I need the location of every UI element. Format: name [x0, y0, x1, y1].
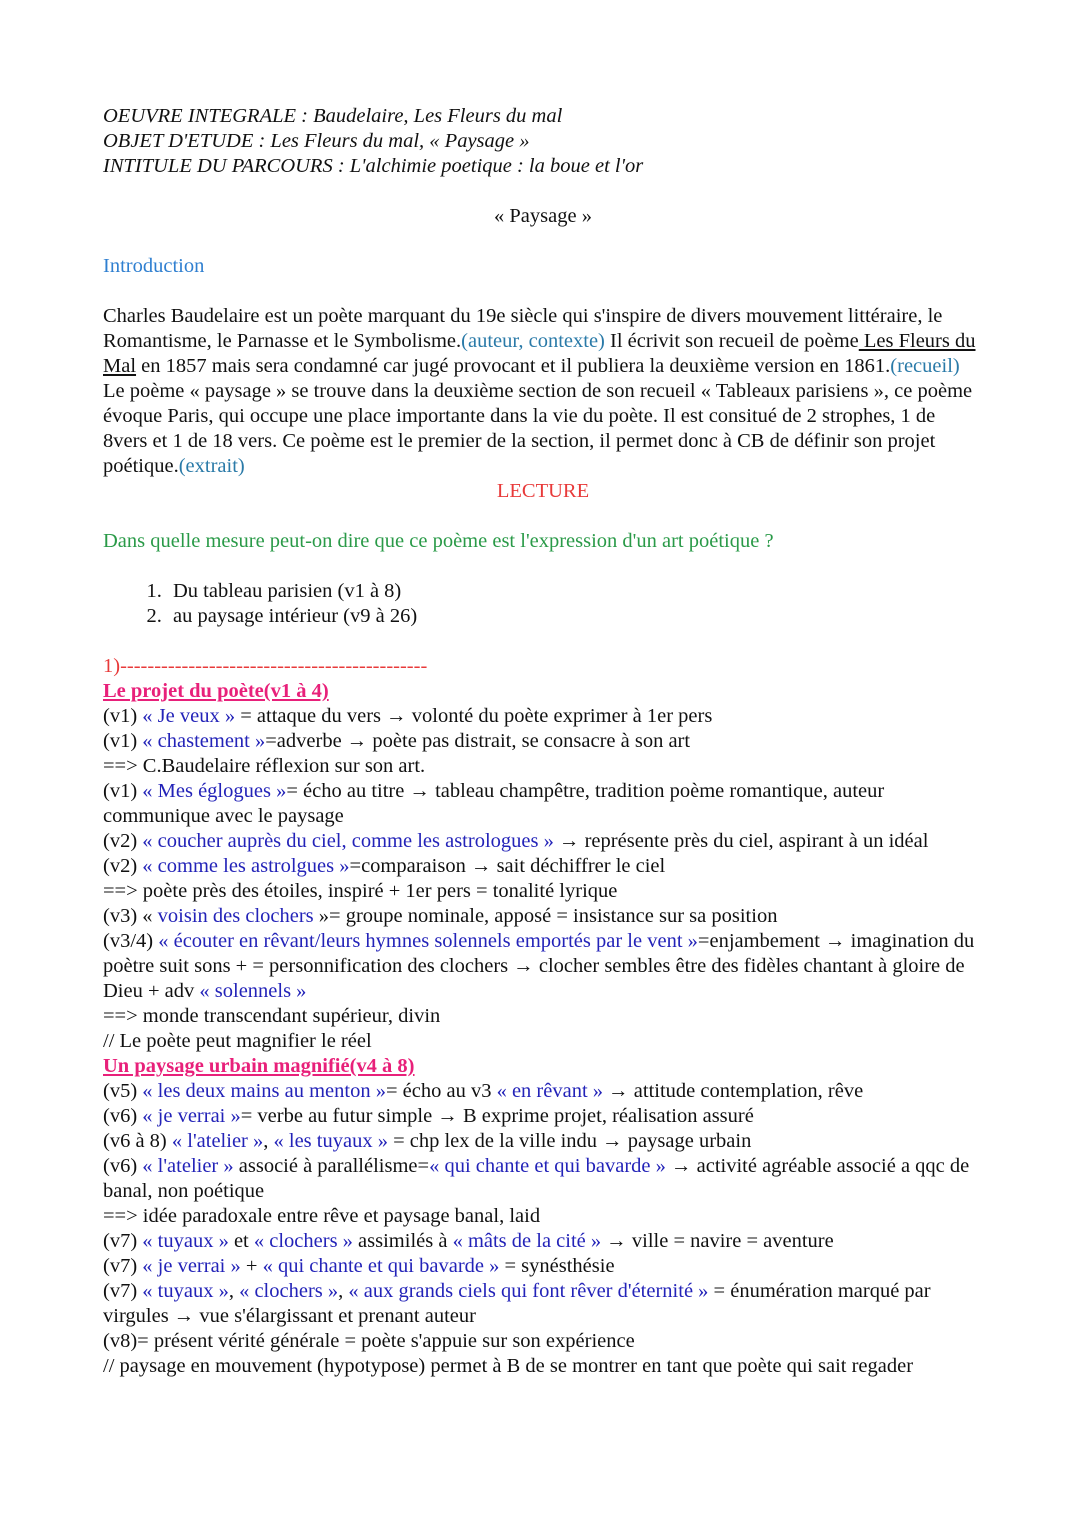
commentary: (v1): [103, 780, 143, 802]
commentary: (v7): [103, 1230, 143, 1252]
quote: « l'atelier »: [171, 1130, 264, 1152]
plan-item: 2. au paysage intérieur (v9 à 26): [167, 604, 983, 629]
commentary: =comparaison → sait déchiffrer le ciel: [349, 855, 666, 877]
commentary: (v5): [103, 1080, 143, 1102]
commentary: ,: [228, 1280, 240, 1302]
intro-text: en 1857 mais sera condamné car jugé provocant et il publiera la deuxième version en 1861.: [136, 355, 891, 377]
analysis-line: [103, 879, 983, 904]
introduction-heading: Introduction: [103, 255, 205, 277]
commentary: (v2): [103, 830, 143, 852]
commentary: → attitude contemplation, rêve: [603, 1080, 864, 1102]
annotation-extrait: (extrait): [178, 455, 245, 477]
introduction-paragraph: [103, 304, 983, 479]
analysis-line: [103, 779, 983, 829]
commentary: (v7): [103, 1280, 143, 1302]
header-block: [103, 104, 983, 179]
section-heading-paysage-urbain: Un paysage urbain magnifié(v4 à 8): [103, 1055, 415, 1077]
plan-item: 1. Du tableau parisien (v1 à 8): [167, 579, 983, 604]
commentary: ==> poète près des étoiles, inspiré + 1er pers = tonalité lyrique: [103, 880, 618, 902]
commentary: ,: [338, 1280, 349, 1302]
analysis-line: [103, 929, 983, 1004]
commentary: ==> monde transcendant supérieur, divin: [103, 1005, 441, 1027]
commentary: et: [228, 1230, 254, 1252]
commentary: // Le poète peut magnifier le réel: [103, 1030, 372, 1052]
analysis-line: [103, 1229, 983, 1254]
annotation-auteur-contexte: (auteur, contexte): [461, 330, 605, 352]
analysis-line: [103, 729, 983, 754]
objet-line: OBJET D'ETUDE : Les Fleurs du mal, « Paysage »: [103, 130, 530, 152]
plan-list: [103, 579, 983, 629]
quote: « Je veux »: [142, 705, 236, 727]
analysis-line: [103, 1354, 983, 1379]
analysis-line: [103, 1204, 983, 1229]
quote: « coucher auprès du ciel, comme les astrologues »: [142, 830, 554, 852]
quote: « qui chante et qui bavarde »: [262, 1255, 500, 1277]
quote: « l'atelier »: [142, 1155, 234, 1177]
commentary: ,: [263, 1130, 274, 1152]
commentary: +: [240, 1255, 263, 1277]
commentary: = écho au titre → tableau champêtre, tradition poème romantique, auteur communique avec le paysage: [103, 780, 885, 827]
commentary: (v2): [103, 855, 143, 877]
quote: « je verrai »: [142, 1255, 241, 1277]
quote: « je verrai »: [142, 1105, 241, 1127]
commentary: associé à parallélisme=: [233, 1155, 430, 1177]
commentary: (v6): [103, 1155, 143, 1177]
commentary: »= groupe nominale, apposé = insistance sur sa position: [313, 905, 778, 927]
commentary: ==> idée paradoxale entre rêve et paysage banal, laid: [103, 1205, 541, 1227]
quote: « les deux mains au menton »: [142, 1080, 386, 1102]
quote: « clochers »: [239, 1280, 339, 1302]
commentary: assimilés à: [352, 1230, 453, 1252]
commentary: (v6): [103, 1105, 143, 1127]
analysis-line: [103, 1279, 983, 1329]
section2-lines: [103, 1079, 983, 1379]
intro-text: Charles Baudelaire est un poète marquant du 19e siècle qui s'inspire de divers mouvement littéraire, le Romantisme, le Parnasse et le Symbolisme.: [103, 305, 943, 352]
commentary: = verbe au futur simple → B exprime projet, réalisation assuré: [240, 1105, 754, 1127]
quote: « chastement »: [142, 730, 266, 752]
annotation-recueil: (recueil): [890, 355, 960, 377]
part1-marker: 1)---------------------------------------------: [103, 655, 428, 677]
analysis-line: [103, 754, 983, 779]
analysis-line: [103, 829, 983, 854]
commentary: (v8)= présent vérité générale = poète s'appuie sur son expérience: [103, 1330, 635, 1352]
analysis-line: [103, 1154, 983, 1204]
document-page: [103, 104, 983, 1379]
quote: « mâts de la cité »: [452, 1230, 602, 1252]
commentary: (v3/4): [103, 930, 159, 952]
quote: « les tuyaux »: [273, 1130, 388, 1152]
commentary: (v1): [103, 705, 143, 727]
problematique: Dans quelle mesure peut-on dire que ce poème est l'expression d'un art poétique ?: [103, 530, 774, 552]
analysis-line: [103, 1004, 983, 1029]
lecture-label: LECTURE: [496, 480, 590, 502]
commentary: =enjambement → imagination du poètre suit sons + = personnification des clochers → clocher sembles être des fidèles chantant à gloire de Dieu + adv: [103, 930, 975, 1002]
analysis-line: [103, 854, 983, 879]
section1-lines: [103, 704, 983, 1054]
analysis-line: [103, 1079, 983, 1104]
analysis-line: [103, 704, 983, 729]
commentary: = écho au v3: [385, 1080, 497, 1102]
quote: « comme les astrolgues »: [142, 855, 350, 877]
commentary: (v6 à 8): [103, 1130, 172, 1152]
commentary: → activité agréable associé a qqc de banal, non poétique: [103, 1155, 970, 1202]
commentary: = chp lex de la ville indu → paysage urbain: [387, 1130, 752, 1152]
quote: « tuyaux »: [142, 1230, 229, 1252]
quote: « en rêvant »: [496, 1080, 604, 1102]
poem-title: « Paysage »: [494, 205, 592, 227]
commentary: (v1): [103, 730, 143, 752]
quote: « tuyaux »: [142, 1280, 229, 1302]
commentary: =adverbe → poète pas distrait, se consacre à son art: [265, 730, 691, 752]
commentary: = synésthésie: [499, 1255, 615, 1277]
commentary: (v7): [103, 1255, 143, 1277]
commentary: ==> C.Baudelaire réflexion sur son art.: [103, 755, 426, 777]
commentary: = attaque du vers → volonté du poète exprimer à 1er pers: [235, 705, 713, 727]
analysis-line: [103, 1254, 983, 1279]
analysis-line: [103, 1329, 983, 1354]
commentary: // paysage en mouvement (hypotypose) permet à B de se montrer en tant que poète qui sait regader: [103, 1355, 914, 1377]
oeuvre-line: OEUVRE INTEGRALE : Baudelaire, Les Fleurs du mal: [103, 105, 563, 127]
quote: « qui chante et qui bavarde »: [429, 1155, 666, 1177]
intro-text: Le poème « paysage » se trouve dans la deuxième section de son recueil « Tableaux parisiens », ce poème évoque Paris, qui occupe une place importante dans la vie du poète. Il est consitué de 2 strophes, 1 de 8vers et 1 de 18 vers. Ce poème est le premier de la section, il permet donc à CB de définir son projet poétique.: [103, 380, 973, 477]
commentary: → représente près du ciel, aspirant à un idéal: [553, 830, 929, 852]
quote: voisin des clochers: [157, 905, 314, 927]
quote: « clochers »: [253, 1230, 353, 1252]
quote: « écouter en rêvant/leurs hymnes solennels emportés par le vent »: [158, 930, 698, 952]
commentary: (v3) «: [103, 905, 158, 927]
analysis-line: [103, 1029, 983, 1054]
intro-text: Il écrivit son recueil de poème: [604, 330, 859, 352]
commentary: → ville = navire = aventure: [601, 1230, 834, 1252]
quote: « Mes églogues »: [142, 780, 287, 802]
analysis-line: [103, 1129, 983, 1154]
commentary: = énumération marqué par virgules → vue s'élargissant et prenant auteur: [103, 1280, 931, 1327]
analysis-line: [103, 1104, 983, 1129]
quote: « aux grands ciels qui font rêver d'éternité »: [348, 1280, 709, 1302]
section-heading-projet: Le projet du poète(v1 à 4): [103, 680, 329, 702]
book-title: Les Fleurs du Mal: [103, 330, 976, 377]
quote: « solennels »: [199, 980, 307, 1002]
parcours-line: INTITULE DU PARCOURS : L'alchimie poetique : la boue et l'or: [103, 155, 644, 177]
analysis-line: [103, 904, 983, 929]
